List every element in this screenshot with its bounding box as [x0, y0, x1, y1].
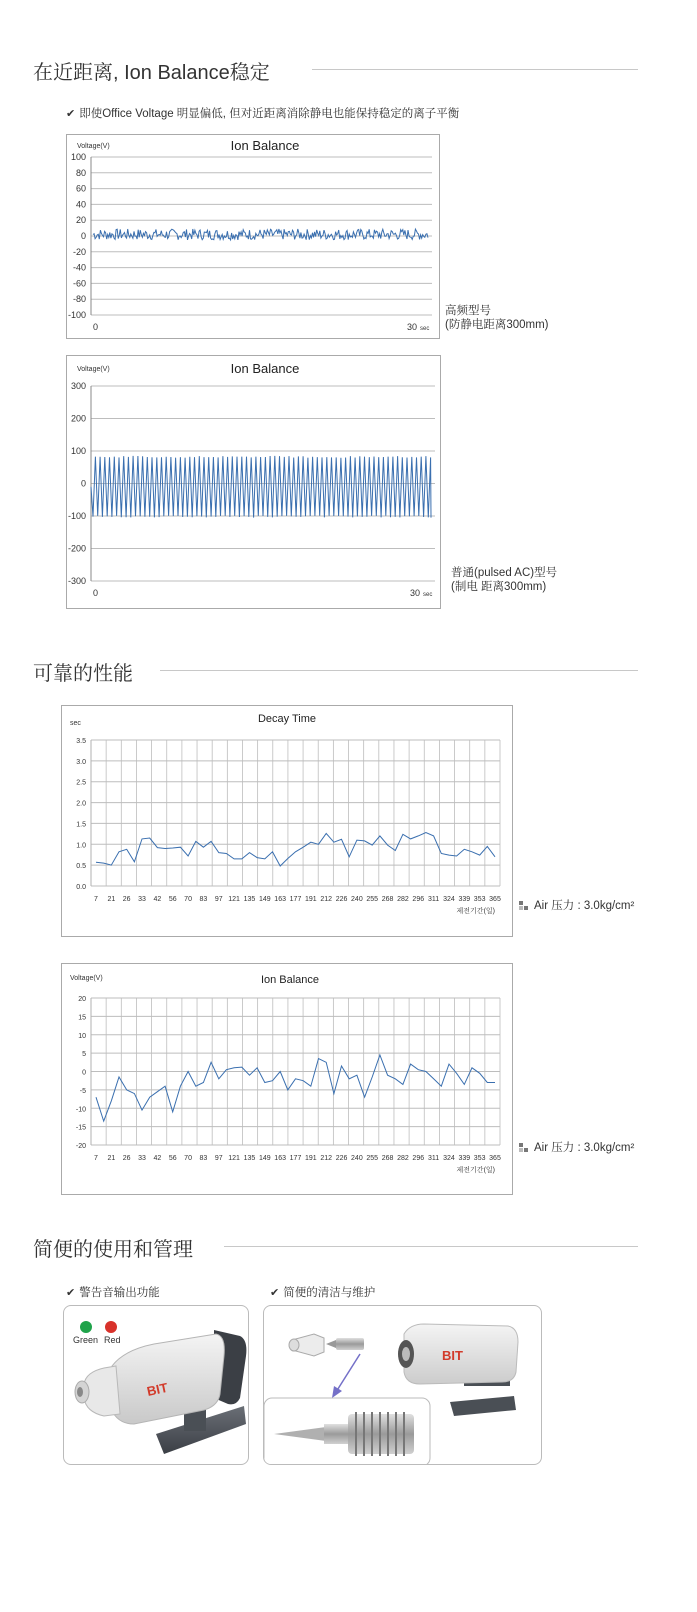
x-tick-label: 353	[473, 896, 486, 903]
section-divider	[312, 69, 638, 70]
decay-time-chart	[61, 705, 513, 937]
x-tick-label: 212	[320, 896, 333, 903]
x-tick-label: 149	[258, 896, 271, 903]
x-tick-label: 42	[153, 896, 162, 903]
bullet-easy-cleaning-text: 简便的清洁与维护	[283, 1287, 376, 1299]
x-unit-label: sec	[423, 592, 433, 598]
series-line	[93, 229, 428, 240]
bullet-alarm-output-text: 警告音输出功能	[79, 1287, 160, 1299]
y-tick-label: 3.0	[76, 758, 86, 766]
bullet-office-voltage	[66, 105, 459, 121]
chart-title: Ion Balance	[230, 138, 300, 153]
y-tick-label: 10	[78, 1032, 86, 1040]
y-tick-label: -5	[79, 1087, 86, 1095]
x-tick-label: 97	[214, 1155, 223, 1162]
y-tick-label: 100	[70, 152, 86, 162]
chart-title: Ion Balance	[260, 974, 320, 986]
y-tick-label: -40	[72, 262, 86, 273]
square-bullet-icon	[519, 1143, 528, 1152]
check-icon: ✔	[66, 108, 76, 120]
x-tick-label: 121	[228, 1155, 240, 1162]
x-tick-label: 83	[199, 1155, 208, 1162]
x-tick-label: 30	[407, 322, 418, 332]
x-tick-label: 311	[428, 1155, 440, 1162]
high-freq-model-label: 高频型号	[445, 305, 491, 317]
x-tick-label: 282	[397, 896, 409, 903]
y-tick-label: 100	[70, 446, 86, 456]
y-tick-label: 0	[80, 231, 86, 241]
y-axis-label: sec	[70, 720, 81, 727]
brand-logo: BIT	[442, 1348, 463, 1363]
x-tick-label: 0	[93, 588, 99, 598]
series-line	[96, 1055, 495, 1121]
x-tick-label: 7	[94, 1155, 98, 1162]
x-tick-label: 21	[107, 896, 116, 903]
air-pressure-text: Air 压力 : 3.0kg/cm²	[534, 900, 635, 912]
section-divider	[160, 670, 638, 671]
x-tick-label: 177	[289, 1155, 302, 1162]
x-tick-label: 121	[228, 896, 240, 903]
high-freq-model-distance: (防静电距离300mm)	[445, 319, 549, 331]
y-tick-label: -20	[72, 246, 86, 257]
y-tick-label: 80	[75, 167, 86, 178]
x-tick-label: 240	[351, 896, 363, 903]
section-title-performance: 可靠的性能	[33, 663, 133, 685]
x-tick-label: 33	[138, 896, 146, 903]
y-tick-label: 2.0	[76, 800, 86, 808]
x-tick-label: 191	[305, 1155, 317, 1162]
x-tick-label: 149	[258, 1155, 271, 1162]
x-tick-label: 26	[122, 896, 131, 903]
x-tick-label: 70	[184, 896, 192, 903]
x-tick-label: 282	[397, 1155, 409, 1162]
y-tick-label: 15	[78, 1014, 86, 1022]
x-tick-label: 70	[184, 1155, 192, 1162]
y-tick-label: 2.5	[76, 779, 86, 787]
x-tick-label: 163	[274, 896, 286, 903]
x-axis-label: 제전기간(일)	[456, 908, 495, 915]
x-tick-label: 296	[412, 896, 425, 903]
y-tick-label: 20	[75, 215, 86, 226]
y-tick-label: 60	[75, 183, 86, 194]
air-pressure-note-2	[519, 1139, 634, 1155]
threaded-electrode	[348, 1412, 414, 1456]
x-tick-label: 339	[458, 1155, 471, 1162]
x-tick-label: 7	[94, 896, 98, 903]
y-tick-label: 0.0	[76, 884, 86, 891]
x-tick-label: 42	[153, 1155, 162, 1162]
pulsed-ac-model-note	[451, 566, 557, 594]
y-tick-label: -80	[72, 294, 86, 305]
cleaning-illustration	[264, 1306, 542, 1465]
x-axis-label: 제전기간(일)	[456, 1167, 495, 1174]
x-tick-label: 83	[199, 896, 208, 903]
bullet-easy-cleaning	[270, 1284, 375, 1300]
y-tick-label: -15	[75, 1124, 86, 1132]
arrow-line	[336, 1354, 360, 1392]
y-tick-label: 0	[82, 1069, 86, 1077]
x-tick-label: 226	[335, 1155, 348, 1162]
y-tick-label: 0	[80, 478, 86, 489]
y-tick-label: 1.0	[76, 842, 86, 850]
y-tick-label: 0.5	[76, 863, 86, 871]
x-tick-label: 163	[274, 1155, 286, 1162]
decay-time-chart-svg	[62, 706, 512, 936]
ion-balance-chart-high-freq	[66, 134, 440, 339]
x-tick-label: 26	[122, 1155, 131, 1162]
x-tick-label: 97	[214, 896, 223, 903]
section-title-usability: 简便的使用和管理	[33, 1239, 193, 1261]
air-pressure-note-1	[519, 897, 634, 913]
x-tick-label: 135	[243, 1155, 256, 1162]
ionizer-body	[110, 1334, 224, 1424]
y-tick-label: 300	[70, 381, 86, 391]
series-line	[91, 456, 431, 518]
x-tick-label: 268	[381, 1155, 394, 1162]
y-tick-label: 40	[75, 199, 86, 210]
bullet-alarm-output	[66, 1284, 160, 1300]
y-tick-label: -100	[67, 511, 86, 521]
x-unit-label: sec	[420, 326, 430, 332]
air-pressure-text: Air 压力 : 3.0kg/cm²	[534, 1142, 635, 1154]
x-tick-label: 365	[489, 896, 501, 903]
x-tick-label: 21	[107, 1155, 116, 1162]
x-tick-label: 0	[93, 322, 99, 332]
electrode-part	[336, 1338, 364, 1350]
x-tick-label: 56	[168, 1155, 177, 1162]
y-axis-label: Voltage(V)	[77, 366, 110, 373]
pulsed-ac-model-distance: (制电 距离300mm)	[451, 581, 547, 593]
check-icon: ✔	[66, 1287, 76, 1299]
y-tick-label: 20	[78, 996, 86, 1003]
chart-title: Ion Balance	[230, 361, 300, 376]
y-tick-label: 200	[70, 413, 86, 424]
arrow-head-icon	[332, 1386, 342, 1398]
x-tick-label: 33	[138, 1155, 146, 1162]
red-led-label: Red	[104, 1335, 121, 1345]
x-tick-label: 240	[351, 1155, 363, 1162]
y-tick-label: -100	[67, 310, 86, 320]
pulsed-ac-model-label: 普通(pulsed AC)型号	[451, 567, 558, 579]
x-tick-label: 324	[443, 896, 455, 903]
series-line	[96, 833, 495, 866]
x-tick-label: 296	[412, 1155, 425, 1162]
green-led-label: Green	[73, 1335, 99, 1345]
y-tick-label: -60	[72, 278, 86, 289]
y-axis-label: Voltage(V)	[77, 143, 110, 150]
y-tick-label: -200	[67, 543, 86, 554]
section-divider	[224, 1246, 638, 1247]
green-led-icon	[80, 1321, 92, 1333]
cleaning-photo	[263, 1305, 542, 1465]
y-tick-label: -20	[75, 1143, 86, 1150]
x-tick-label: 339	[458, 896, 471, 903]
x-tick-label: 365	[489, 1155, 501, 1162]
x-tick-label: 255	[366, 896, 379, 903]
x-tick-label: 191	[305, 896, 317, 903]
x-tick-label: 353	[473, 1155, 486, 1162]
ion-balance-chart-high-freq-svg	[67, 135, 439, 338]
x-tick-label: 324	[443, 1155, 455, 1162]
red-led-icon	[105, 1321, 117, 1333]
x-tick-label: 30	[410, 588, 421, 598]
y-tick-label: 3.5	[76, 738, 86, 745]
ion-balance-days-chart-svg	[62, 964, 512, 1194]
section-title-ion-balance: 在近距离, Ion Balance稳定	[33, 62, 270, 84]
y-tick-label: 5	[82, 1051, 86, 1059]
check-icon: ✔	[270, 1287, 280, 1299]
brand-logo: BIT	[145, 1379, 170, 1399]
x-tick-label: 268	[381, 896, 394, 903]
x-tick-label: 135	[243, 896, 256, 903]
x-tick-label: 212	[320, 1155, 333, 1162]
x-tick-label: 56	[168, 896, 177, 903]
ion-balance-chart-pulsed-ac	[66, 355, 441, 609]
bullet-office-voltage-text: 即使Office Voltage 明显偏低, 但对近距离消除静电也能保持稳定的离子平衡	[79, 108, 460, 120]
x-tick-label: 255	[366, 1155, 379, 1162]
ionizer-product-illustration	[64, 1306, 249, 1465]
y-tick-label: -300	[67, 576, 86, 586]
y-axis-label: Voltage(V)	[70, 975, 103, 982]
alarm-output-photo	[63, 1305, 249, 1465]
y-tick-label: 1.5	[76, 821, 86, 829]
x-tick-label: 177	[289, 896, 302, 903]
ion-balance-days-chart	[61, 963, 513, 1195]
mount-base	[450, 1396, 516, 1416]
high-freq-model-note	[445, 304, 549, 332]
ion-balance-chart-pulsed-ac-svg	[67, 356, 440, 608]
chart-title: Decay Time	[257, 713, 317, 725]
square-bullet-icon	[519, 901, 528, 910]
y-tick-label: -10	[75, 1106, 86, 1114]
x-tick-label: 226	[335, 896, 348, 903]
x-tick-label: 311	[428, 896, 440, 903]
